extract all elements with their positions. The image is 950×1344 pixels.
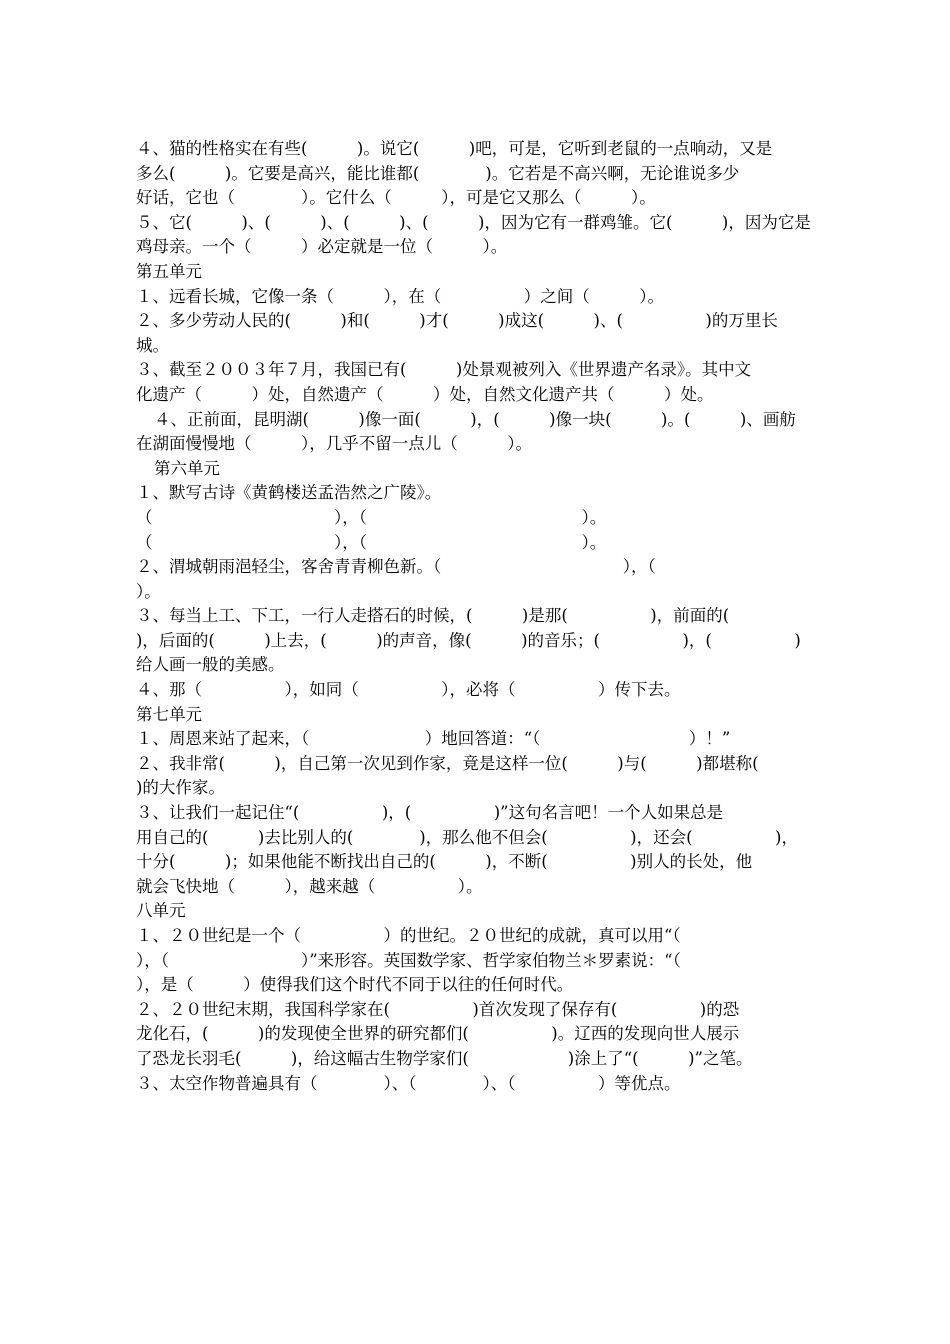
text-line: ２、我非常( )，自己第一次见到作家，竟是这样一位( )与( )都堪称( — [136, 753, 759, 773]
text-line: ２、渭城朝雨浥轻尘，客舍青青柳色新。（ ），（ — [136, 557, 656, 577]
text-line: 鸡母亲。一个（ ）必定就是一位（ ）。 — [136, 237, 508, 257]
text-line: １、默写古诗《黄鹤楼送孟浩然之广陵》。 — [136, 483, 442, 503]
text-line: 给人画一般的美感。 — [136, 655, 285, 675]
text-line: （ ），（ ）。 — [136, 507, 607, 527]
text-line: )的大作家。 — [136, 778, 225, 798]
text-line: ）。 — [136, 581, 161, 601]
text-line: ３、让我们一起记住“( )，( )”这句名言吧！一个人如果总是 — [136, 803, 724, 823]
text-line: 用自己的( )去比别人的( )，那么他不但会( )，还会( )， — [136, 827, 798, 847]
text-line: ５、它( )、( )、( )、( )，因为它有一群鸡雏。它( )，因为它是 — [136, 212, 811, 232]
document-body — [136, 137, 820, 1096]
text-line: ４、那（ ），如同（ ），必将（ ）传下去。 — [136, 680, 681, 700]
text-line: （ ），（ ）。 — [136, 532, 607, 552]
text-line: 龙化石，( )的发现使全世界的研究都们( )。辽西的发现向世人展示 — [136, 1024, 740, 1044]
text-line: 多么( )。它要是高兴，能比谁都( )。它若是不高兴啊，无论谁说多少 — [136, 163, 740, 183]
text-line: ３、截至２００３年７月，我国已有( )处景观被列入《世界遗产名录》。其中文 — [136, 360, 752, 380]
text-line: ２、多少劳动人民的( )和( )才( )成这( )、( )的万里长 — [136, 311, 778, 331]
text-line: ４、正前面，昆明湖( )像一面( )，( )像一块( )。( )、画舫 — [154, 409, 796, 429]
section-heading: 第六单元 — [154, 458, 220, 478]
text-line: ２、２０世纪末期，我国科学家在( )首次发现了保存有( )的恐 — [136, 999, 740, 1019]
text-line: ），是（ ）使得我们这个时代不同于以往的任何时代。 — [136, 975, 574, 995]
section-heading: 第七单元 — [136, 704, 202, 724]
text-line: 在湖面慢慢地（ ），几乎不留一点儿（ ）。 — [136, 434, 532, 454]
text-line: 了恐龙长羽毛( )，给这幅古生物学家们( )涂上了“( )”之笔。 — [136, 1048, 753, 1068]
text-line: ３、太空作物普遍具有（ ）、（ ）、（ ）等优点。 — [136, 1073, 681, 1093]
text-line: 就会飞快地（ ），越来越（ ）。 — [136, 876, 483, 896]
text-line: ３、每当上工、下工，一行人走搭石的时候，( )是那( )，前面的( — [136, 606, 730, 626]
text-line: １、周恩来站了起来，（ ）地回答道：“（ ）！” — [136, 729, 731, 749]
text-line: 十分( )；如果他能不断找出自己的( )，不断( )别人的长处，他 — [136, 852, 753, 872]
text-line: 化遗产（ ）处，自然遗产（ ）处，自然文化遗产共（ ）处。 — [136, 384, 714, 404]
section-heading: 八单元 — [136, 901, 186, 921]
text-line: １、远看长城，它像一条（ ），在（ ）之间（ ）。 — [136, 286, 664, 306]
text-line: １、２０世纪是一个（ ）的世纪。２０世纪的成就，真可以用“（ — [136, 926, 681, 945]
text-line: 好话，它也（ ）。它什么（ ），可是它又那么（ ）。 — [136, 188, 656, 208]
text-line: 城。 — [136, 335, 169, 355]
text-line: )，后面的( )上去，( )的声音，像( )的音乐；( )，( ) — [136, 630, 801, 650]
text-line: ），（ ）”来形容。英国数学家、哲学家伯物兰＊罗素说：“（ — [136, 950, 681, 970]
text-line: ４、猫的性格实在有些( )。说它( )吧，可是，它听到老鼠的一点响动，又是 — [136, 139, 773, 158]
section-heading: 第五单元 — [136, 261, 202, 281]
